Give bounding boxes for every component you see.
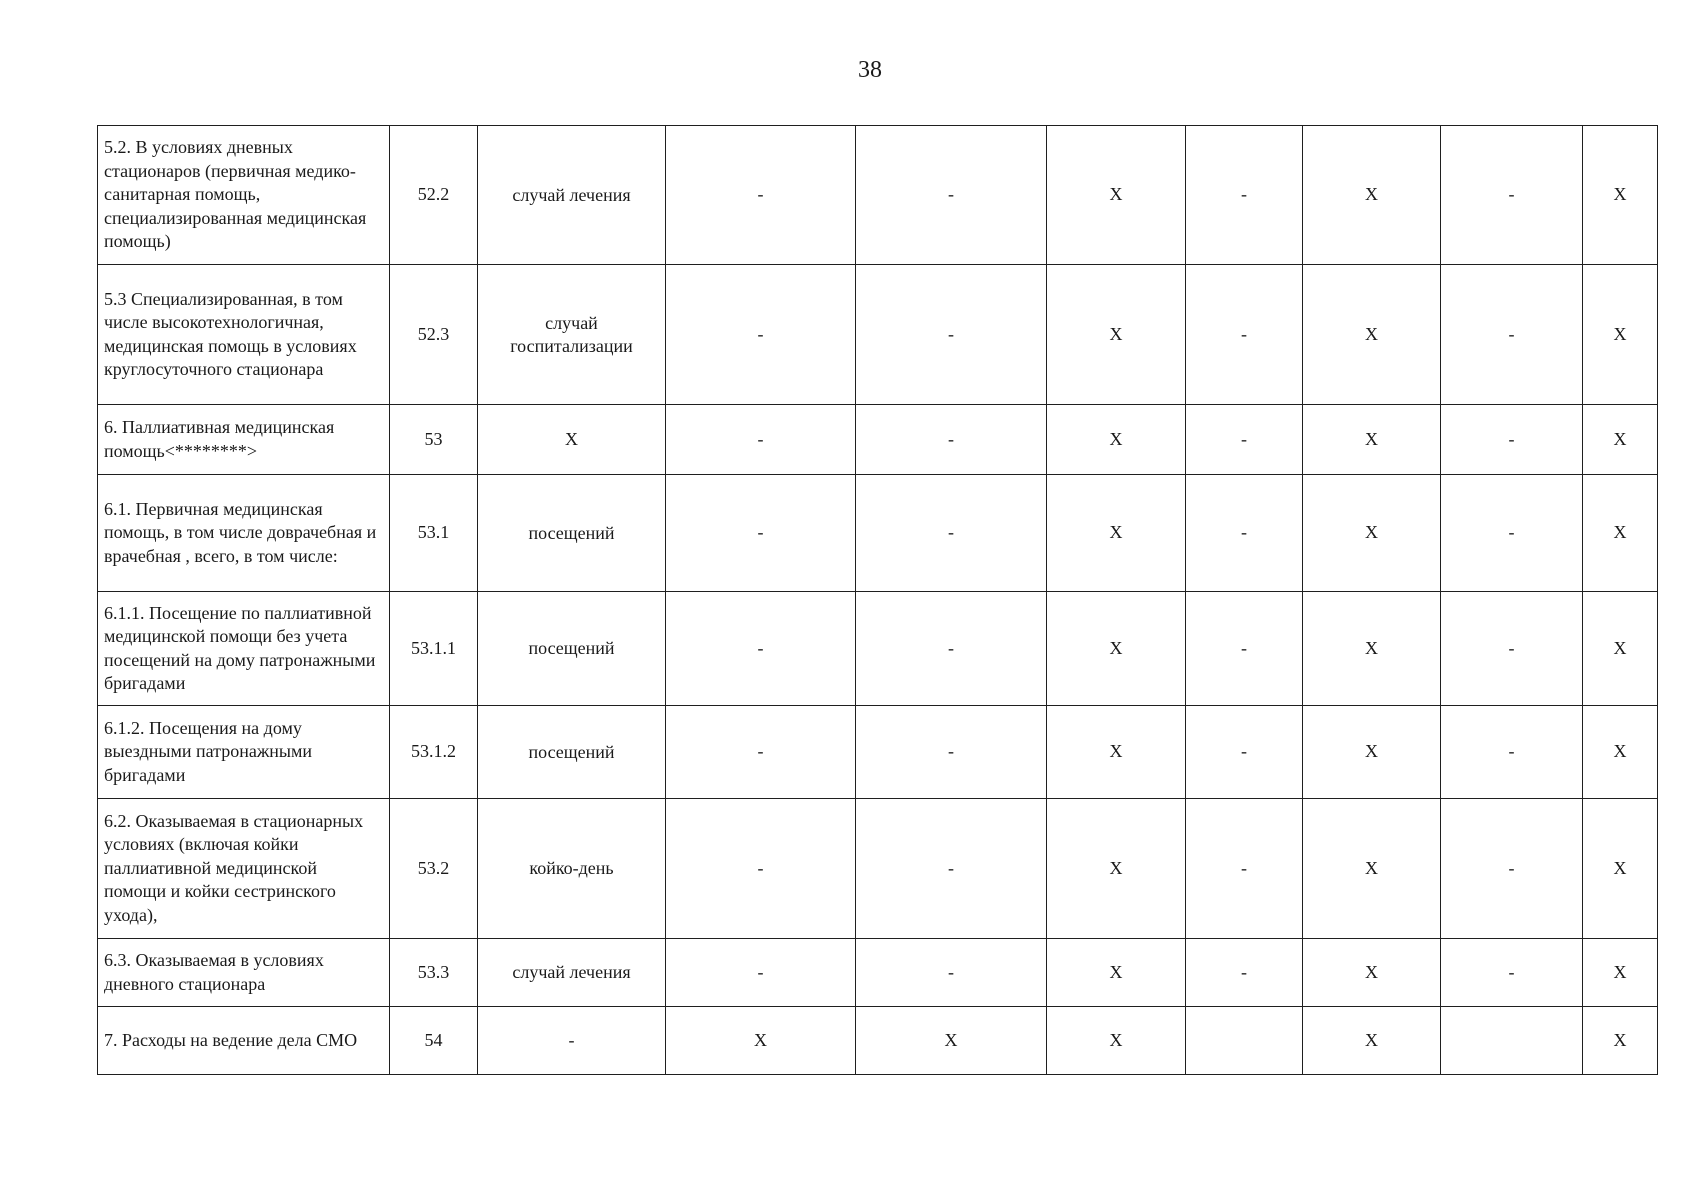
row-name-cell: 6.3. Оказываемая в условиях дневного стационара (98, 939, 390, 1007)
row-name-cell: 6.1.1. Посещение по паллиативной медицинской помощи без учета посещений на дому патронажными бригадами (98, 592, 390, 706)
value-cell: X (1583, 939, 1658, 1007)
value-cell: X (1583, 405, 1658, 475)
value-cell: X (1303, 799, 1441, 939)
value-cell: - (1441, 405, 1583, 475)
value-cell: X (1047, 405, 1186, 475)
value-cell: - (1186, 939, 1303, 1007)
value-cell: X (1583, 592, 1658, 706)
row-name-cell: 6.2. Оказываемая в стационарных условиях (включая койки паллиативной медицинской помощи и койки сестринского ухода), (98, 799, 390, 939)
value-cell: - (666, 799, 856, 939)
table-body (98, 126, 1658, 1075)
value-cell: - (1441, 265, 1583, 405)
value-cell: - (1186, 405, 1303, 475)
value-cell: - (666, 706, 856, 799)
value-cell: - (666, 592, 856, 706)
value-cell: - (1186, 126, 1303, 265)
value-cell: - (1186, 475, 1303, 592)
row-code-cell: 52.3 (390, 265, 478, 405)
row-unit-cell: случай лечения (478, 939, 666, 1007)
value-cell: X (1047, 939, 1186, 1007)
value-cell: - (856, 265, 1047, 405)
value-cell: X (1047, 706, 1186, 799)
row-unit-cell: посещений (478, 706, 666, 799)
value-cell: X (1047, 475, 1186, 592)
value-cell: X (1047, 126, 1186, 265)
value-cell: X (1303, 1007, 1441, 1075)
row-code-cell: 53.1.2 (390, 706, 478, 799)
value-cell: X (1583, 706, 1658, 799)
row-unit-cell: койко-день (478, 799, 666, 939)
value-cell: X (1583, 799, 1658, 939)
value-cell: X (1047, 1007, 1186, 1075)
table-row (98, 475, 1658, 592)
value-cell: - (1186, 706, 1303, 799)
value-cell: X (1303, 475, 1441, 592)
value-cell: X (1303, 706, 1441, 799)
value-cell: - (1441, 939, 1583, 1007)
value-cell: - (856, 405, 1047, 475)
value-cell: X (1303, 126, 1441, 265)
row-name-cell: 5.3 Специализированная, в том числе высокотехнологичная, медицинская помощь в условиях круглосуточного стационара (98, 265, 390, 405)
row-name-cell: 7. Расходы на ведение дела СМО (98, 1007, 390, 1075)
table-row (98, 126, 1658, 265)
value-cell: - (666, 405, 856, 475)
value-cell: X (1047, 799, 1186, 939)
value-cell: X (1583, 475, 1658, 592)
row-code-cell: 53.1.1 (390, 592, 478, 706)
value-cell: - (856, 799, 1047, 939)
row-code-cell: 53.1 (390, 475, 478, 592)
value-cell: - (666, 265, 856, 405)
value-cell: X (1583, 126, 1658, 265)
value-cell: - (856, 706, 1047, 799)
row-name-cell: 5.2. В условиях дневных стационаров (первичная медико-санитарная помощь, специализированная медицинская помощь) (98, 126, 390, 265)
value-cell: - (1186, 592, 1303, 706)
page-number: 38 (858, 57, 882, 83)
row-name-cell: 6.1.2. Посещения на дому выездными патронажными бригадами (98, 706, 390, 799)
value-cell (1186, 1007, 1303, 1075)
row-unit-cell: случай лечения (478, 126, 666, 265)
value-cell: X (1047, 265, 1186, 405)
value-cell: X (1583, 265, 1658, 405)
row-unit-cell: X (478, 405, 666, 475)
table-row (98, 405, 1658, 475)
value-cell: X (1303, 405, 1441, 475)
value-cell: - (1441, 592, 1583, 706)
data-table (97, 125, 1658, 1075)
value-cell: - (1441, 799, 1583, 939)
row-code-cell: 54 (390, 1007, 478, 1075)
value-cell: X (666, 1007, 856, 1075)
value-cell: X (1047, 592, 1186, 706)
value-cell: - (666, 475, 856, 592)
row-code-cell: 53 (390, 405, 478, 475)
value-cell: - (856, 126, 1047, 265)
row-unit-cell: случай госпитализации (478, 265, 666, 405)
value-cell: X (1303, 592, 1441, 706)
value-cell: - (1441, 475, 1583, 592)
value-cell: - (1186, 265, 1303, 405)
row-code-cell: 53.2 (390, 799, 478, 939)
value-cell: X (1583, 1007, 1658, 1075)
table-row (98, 799, 1658, 939)
row-unit-cell: посещений (478, 475, 666, 592)
table-row (98, 265, 1658, 405)
row-unit-cell: посещений (478, 592, 666, 706)
table-row (98, 939, 1658, 1007)
value-cell: X (1303, 939, 1441, 1007)
value-cell: - (666, 126, 856, 265)
row-name-cell: 6.1. Первичная медицинская помощь, в том числе доврачебная и врачебная , всего, в том числе: (98, 475, 390, 592)
value-cell: X (1303, 265, 1441, 405)
row-code-cell: 53.3 (390, 939, 478, 1007)
row-code-cell: 52.2 (390, 126, 478, 265)
value-cell: - (856, 475, 1047, 592)
row-unit-cell: - (478, 1007, 666, 1075)
value-cell: - (1186, 799, 1303, 939)
table-row (98, 592, 1658, 706)
value-cell: - (666, 939, 856, 1007)
value-cell: - (1441, 706, 1583, 799)
table-row (98, 706, 1658, 799)
value-cell: - (856, 592, 1047, 706)
value-cell: - (856, 939, 1047, 1007)
value-cell: X (856, 1007, 1047, 1075)
value-cell: - (1441, 126, 1583, 265)
table-row (98, 1007, 1658, 1075)
value-cell (1441, 1007, 1583, 1075)
row-name-cell: 6. Паллиативная медицинская помощь<********> (98, 405, 390, 475)
